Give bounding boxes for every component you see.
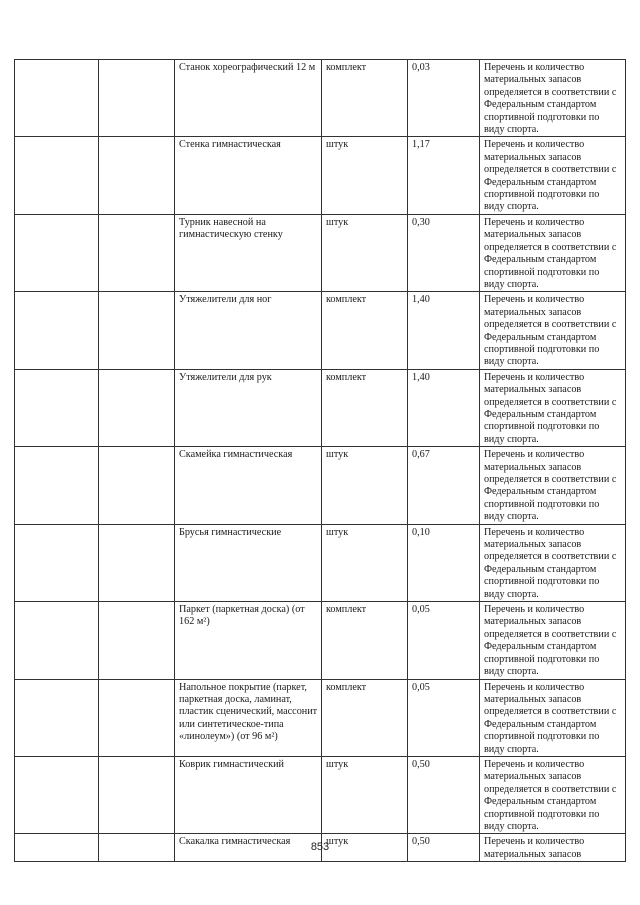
item-name-cell: Скамейка гимнастическая [175,447,322,524]
quantity-cell: 0,10 [408,524,480,601]
table-row [15,602,626,679]
empty-cell-col1 [15,679,99,756]
empty-cell-col1 [15,602,99,679]
unit-cell: комплект [322,60,408,137]
item-name-cell: Станок хореографический 12 м [175,60,322,137]
note-cell: Перечень и количество материальных запасов [480,834,626,862]
empty-cell-col1 [15,369,99,446]
unit-cell: штук [322,524,408,601]
empty-cell-col1 [15,137,99,214]
unit-cell: штук [322,834,408,862]
table-row [15,679,626,756]
empty-cell-col1 [15,214,99,291]
empty-cell-col1 [15,292,99,369]
quantity-cell: 1,40 [408,292,480,369]
note-cell: Перечень и количество материальных запасов определяется в соответствии с Федеральным стандартом спортивной подготовки по виду спорта. [480,447,626,524]
table-row [15,756,626,833]
page-number: 853 [310,841,330,853]
empty-cell-col2 [99,602,175,679]
empty-cell-col2 [99,292,175,369]
item-name-cell: Напольное покрытие (паркет, паркетная доска, ламинат, пластик сценический, массонит или синтетическое-типа «линолеум») (от 96 м²) [175,679,322,756]
note-cell: Перечень и количество материальных запасов определяется в соответствии с Федеральным стандартом спортивной подготовки по виду спорта. [480,60,626,137]
item-name-cell: Брусья гимнастические [175,524,322,601]
empty-cell-col1 [15,447,99,524]
empty-cell-col2 [99,756,175,833]
item-name-cell: Турник навесной на гимнастическую стенку [175,214,322,291]
quantity-cell: 0,67 [408,447,480,524]
unit-cell: комплект [322,369,408,446]
quantity-cell: 0,05 [408,679,480,756]
note-cell: Перечень и количество материальных запасов определяется в соответствии с Федеральным стандартом спортивной подготовки по виду спорта. [480,679,626,756]
unit-cell: комплект [322,292,408,369]
empty-cell-col2 [99,60,175,137]
note-cell: Перечень и количество материальных запасов определяется в соответствии с Федеральным стандартом спортивной подготовки по виду спорта. [480,602,626,679]
item-name-cell: Коврик гимнастический [175,756,322,833]
materials-table [14,59,626,862]
quantity-cell: 1,40 [408,369,480,446]
note-cell: Перечень и количество материальных запасов определяется в соответствии с Федеральным стандартом спортивной подготовки по виду спорта. [480,756,626,833]
unit-cell: штук [322,214,408,291]
note-cell: Перечень и количество материальных запасов определяется в соответствии с Федеральным стандартом спортивной подготовки по виду спорта. [480,524,626,601]
empty-cell-col2 [99,524,175,601]
empty-cell-col2 [99,447,175,524]
quantity-cell: 0,50 [408,834,480,862]
note-cell: Перечень и количество материальных запасов определяется в соответствии с Федеральным стандартом спортивной подготовки по виду спорта. [480,214,626,291]
empty-cell-col1 [15,524,99,601]
quantity-cell: 0,30 [408,214,480,291]
note-cell: Перечень и количество материальных запасов определяется в соответствии с Федеральным стандартом спортивной подготовки по виду спорта. [480,369,626,446]
unit-cell: комплект [322,679,408,756]
item-name-cell: Утяжелители для ног [175,292,322,369]
unit-cell: комплект [322,602,408,679]
table-row [15,60,626,137]
empty-cell-col1 [15,60,99,137]
empty-cell-col2 [99,369,175,446]
table-body [15,60,626,862]
unit-cell: штук [322,137,408,214]
empty-cell-col2 [99,679,175,756]
quantity-cell: 0,50 [408,756,480,833]
table-row [15,137,626,214]
empty-cell-col1 [15,756,99,833]
note-cell: Перечень и количество материальных запасов определяется в соответствии с Федеральным стандартом спортивной подготовки по виду спорта. [480,137,626,214]
unit-cell: штук [322,447,408,524]
table-row [15,524,626,601]
table-row [15,214,626,291]
unit-cell: штук [322,756,408,833]
table-row [15,292,626,369]
table-row [15,447,626,524]
item-name-cell: Скакалка гимнастическая [175,834,322,862]
quantity-cell: 1,17 [408,137,480,214]
item-name-cell: Паркет (паркетная доска) (от 162 м²) [175,602,322,679]
empty-cell-col2 [99,214,175,291]
empty-cell-col2 [99,137,175,214]
quantity-cell: 0,05 [408,602,480,679]
table-row [15,369,626,446]
quantity-cell: 0,03 [408,60,480,137]
item-name-cell: Стенка гимнастическая [175,137,322,214]
note-cell: Перечень и количество материальных запасов определяется в соответствии с Федеральным стандартом спортивной подготовки по виду спорта. [480,292,626,369]
item-name-cell: Утяжелители для рук [175,369,322,446]
